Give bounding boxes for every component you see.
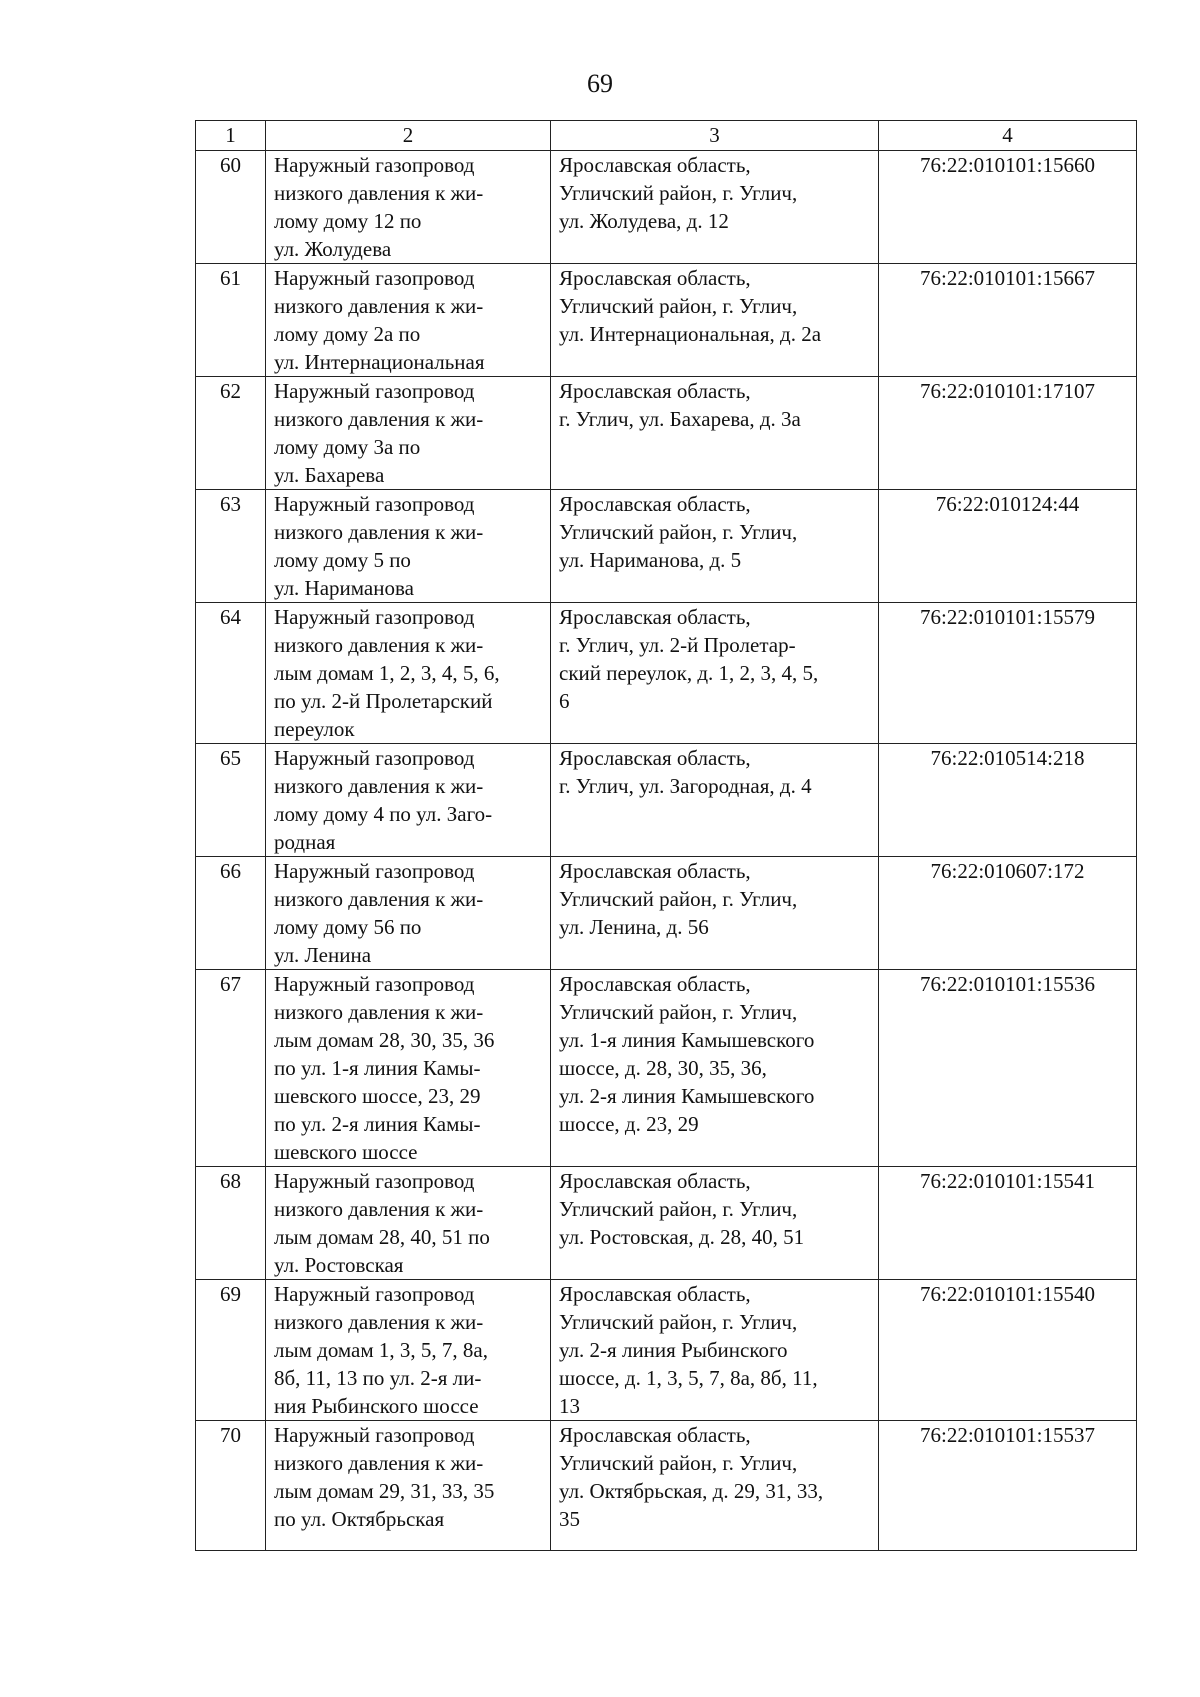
object-name-line: переулок (274, 717, 355, 741)
address-line: ул. Жолудева, д. 12 (559, 209, 729, 233)
object-name-line: ул. Жолудева (274, 237, 392, 261)
row-number-cell: 70 (196, 1421, 266, 1551)
address-line: г. Углич, ул. Бахарева, д. 3а (559, 407, 801, 431)
address-line: г. Углич, ул. 2-й Пролетар- (559, 633, 796, 657)
object-name-cell (266, 264, 551, 377)
address-line: Ярославская область, (559, 972, 751, 996)
table-row (196, 744, 1137, 857)
object-name-cell (266, 970, 551, 1167)
address-line: ул. Октябрьская, д. 29, 31, 33, (559, 1479, 824, 1503)
address-line: Угличский район, г. Углич, (559, 1000, 798, 1024)
address-line: Угличский район, г. Углич, (559, 181, 798, 205)
object-name-line: Наружный газопровод (274, 153, 475, 177)
address-cell (551, 1167, 879, 1280)
address-cell (551, 151, 879, 264)
object-name-line: ул. Интернациональная (274, 350, 485, 374)
object-name-line: Наружный газопровод (274, 379, 475, 403)
object-name-cell (266, 603, 551, 744)
address-line: ул. 2-я линия Рыбинского (559, 1338, 788, 1362)
object-name-line: низкого давления к жи- (274, 181, 484, 205)
column-number-row (196, 121, 1137, 151)
object-name-cell (266, 1421, 551, 1551)
row-number-cell: 66 (196, 857, 266, 970)
row-number-cell: 61 (196, 264, 266, 377)
object-name-line: Наружный газопровод (274, 266, 475, 290)
address-line: 6 (559, 689, 570, 713)
address-line: шоссе, д. 23, 29 (559, 1112, 699, 1136)
address-cell (551, 1280, 879, 1421)
object-name-line: по ул. 2-я линия Камы- (274, 1112, 481, 1136)
object-name-line: ул. Бахарева (274, 463, 385, 487)
object-name-line: низкого давления к жи- (274, 774, 484, 798)
address-line: ул. Ростовская, д. 28, 40, 51 (559, 1225, 805, 1249)
address-line: Ярославская область, (559, 492, 751, 516)
cadastral-number-cell: 76:22:010101:15541 (879, 1167, 1137, 1280)
object-name-line: ул. Ленина (274, 943, 372, 967)
object-name-line: 8б, 11, 13 по ул. 2-я ли- (274, 1366, 482, 1390)
object-name-cell (266, 1280, 551, 1421)
object-name-line: лым домам 29, 31, 33, 35 (274, 1479, 495, 1503)
address-line: Ярославская область, (559, 605, 751, 629)
address-line: Угличский район, г. Углич, (559, 1197, 798, 1221)
object-name-line: шевского шоссе (274, 1140, 418, 1164)
address-line: ул. Ленина, д. 56 (559, 915, 709, 939)
row-number-cell: 69 (196, 1280, 266, 1421)
object-name-line: Наружный газопровод (274, 972, 475, 996)
object-name-line: Наружный газопровод (274, 746, 475, 770)
address-line: Угличский район, г. Углич, (559, 294, 798, 318)
object-name-line: родная (274, 830, 336, 854)
object-name-line: Наружный газопровод (274, 1423, 475, 1447)
object-name-cell (266, 857, 551, 970)
cadastral-number-cell: 76:22:010101:17107 (879, 377, 1137, 490)
object-name-line: низкого давления к жи- (274, 520, 484, 544)
object-name-line: лому дому 2а по (274, 322, 421, 346)
table-row (196, 490, 1137, 603)
object-name-line: лому дому 5 по (274, 548, 411, 572)
address-line: шоссе, д. 1, 3, 5, 7, 8а, 8б, 11, (559, 1366, 818, 1390)
cadastral-number-cell: 76:22:010101:15540 (879, 1280, 1137, 1421)
table-row (196, 857, 1137, 970)
object-name-line: лым домам 1, 3, 5, 7, 8а, (274, 1338, 488, 1362)
object-name-line: низкого давления к жи- (274, 407, 484, 431)
table-row (196, 603, 1137, 744)
table-body (196, 151, 1137, 1551)
cadastral-number-cell: 76:22:010514:218 (879, 744, 1137, 857)
object-name-line: ул. Ростовская (274, 1253, 404, 1277)
address-cell (551, 264, 879, 377)
column-header-1: 1 (196, 121, 266, 151)
address-line: Ярославская область, (559, 1169, 751, 1193)
address-cell (551, 744, 879, 857)
table-row (196, 1421, 1137, 1551)
column-header-4: 4 (879, 121, 1137, 151)
object-name-line: Наружный газопровод (274, 859, 475, 883)
address-line: 13 (559, 1394, 580, 1418)
address-line: Ярославская область, (559, 153, 751, 177)
address-line: шоссе, д. 28, 30, 35, 36, (559, 1056, 767, 1080)
object-name-line: ул. Нариманова (274, 576, 414, 600)
object-name-cell (266, 151, 551, 264)
object-name-cell (266, 377, 551, 490)
object-name-line: лому дому 3а по (274, 435, 421, 459)
row-number-cell: 63 (196, 490, 266, 603)
object-name-line: Наружный газопровод (274, 1282, 475, 1306)
object-name-line: по ул. 1-я линия Камы- (274, 1056, 481, 1080)
address-line: Угличский район, г. Углич, (559, 1451, 798, 1475)
object-name-line: низкого давления к жи- (274, 1000, 484, 1024)
cadastral-number-cell: 76:22:010124:44 (879, 490, 1137, 603)
column-header-2: 2 (266, 121, 551, 151)
address-line: Ярославская область, (559, 746, 751, 770)
cadastral-number-cell: 76:22:010101:15579 (879, 603, 1137, 744)
address-cell (551, 1421, 879, 1551)
table-row (196, 377, 1137, 490)
address-cell (551, 603, 879, 744)
object-name-line: низкого давления к жи- (274, 1451, 484, 1475)
address-cell (551, 857, 879, 970)
object-name-line: Наружный газопровод (274, 1169, 475, 1193)
table-row (196, 151, 1137, 264)
object-name-line: по ул. 2-й Пролетарский (274, 689, 493, 713)
object-name-line: ния Рыбинского шоссе (274, 1394, 479, 1418)
object-name-line: лым домам 1, 2, 3, 4, 5, 6, (274, 661, 500, 685)
page-number: 69 (587, 69, 613, 98)
address-line: Угличский район, г. Углич, (559, 887, 798, 911)
row-number-cell: 68 (196, 1167, 266, 1280)
object-name-line: низкого давления к жи- (274, 294, 484, 318)
address-line: Ярославская область, (559, 266, 751, 290)
object-name-line: низкого давления к жи- (274, 633, 484, 657)
row-number-cell: 60 (196, 151, 266, 264)
object-name-line: Наружный газопровод (274, 605, 475, 629)
cadastral-number-cell: 76:22:010101:15667 (879, 264, 1137, 377)
address-line: 35 (559, 1507, 580, 1531)
address-line: ул. Нариманова, д. 5 (559, 548, 742, 572)
object-name-line: низкого давления к жи- (274, 1310, 484, 1334)
object-name-cell (266, 490, 551, 603)
address-line: Ярославская область, (559, 379, 751, 403)
gas-pipeline-registry-table (195, 120, 1137, 1551)
object-name-line: лым домам 28, 30, 35, 36 (274, 1028, 495, 1052)
object-name-cell (266, 1167, 551, 1280)
row-number-cell: 64 (196, 603, 266, 744)
table-row (196, 1167, 1137, 1280)
table-row (196, 264, 1137, 377)
address-line: ул. Интернациональная, д. 2а (559, 322, 822, 346)
address-line: г. Углич, ул. Загородная, д. 4 (559, 774, 812, 798)
column-header-3: 3 (551, 121, 879, 151)
address-line: Ярославская область, (559, 1423, 751, 1447)
object-name-line: лому дому 56 по (274, 915, 422, 939)
object-name-line: лым домам 28, 40, 51 по (274, 1225, 490, 1249)
address-line: Ярославская область, (559, 1282, 751, 1306)
address-line: Угличский район, г. Углич, (559, 1310, 798, 1334)
table-row (196, 970, 1137, 1167)
object-name-line: по ул. Октябрьская (274, 1507, 445, 1531)
object-name-line: низкого давления к жи- (274, 887, 484, 911)
address-cell (551, 970, 879, 1167)
address-cell (551, 490, 879, 603)
address-cell (551, 377, 879, 490)
cadastral-number-cell: 76:22:010101:15536 (879, 970, 1137, 1167)
address-line: ул. 1-я линия Камышевского (559, 1028, 815, 1052)
table-row (196, 1280, 1137, 1421)
row-number-cell: 62 (196, 377, 266, 490)
row-number-cell: 67 (196, 970, 266, 1167)
object-name-line: шевского шоссе, 23, 29 (274, 1084, 481, 1108)
object-name-cell (266, 744, 551, 857)
address-line: ский переулок, д. 1, 2, 3, 4, 5, (559, 661, 819, 685)
object-name-line: лому дому 12 по (274, 209, 422, 233)
cadastral-number-cell: 76:22:010101:15660 (879, 151, 1137, 264)
row-number-cell: 65 (196, 744, 266, 857)
object-name-line: низкого давления к жи- (274, 1197, 484, 1221)
object-name-line: Наружный газопровод (274, 492, 475, 516)
object-name-line: лому дому 4 по ул. Заго- (274, 802, 493, 826)
address-line: ул. 2-я линия Камышевского (559, 1084, 815, 1108)
address-line: Ярославская область, (559, 859, 751, 883)
address-line: Угличский район, г. Углич, (559, 520, 798, 544)
cadastral-number-cell: 76:22:010607:172 (879, 857, 1137, 970)
cadastral-number-cell: 76:22:010101:15537 (879, 1421, 1137, 1551)
